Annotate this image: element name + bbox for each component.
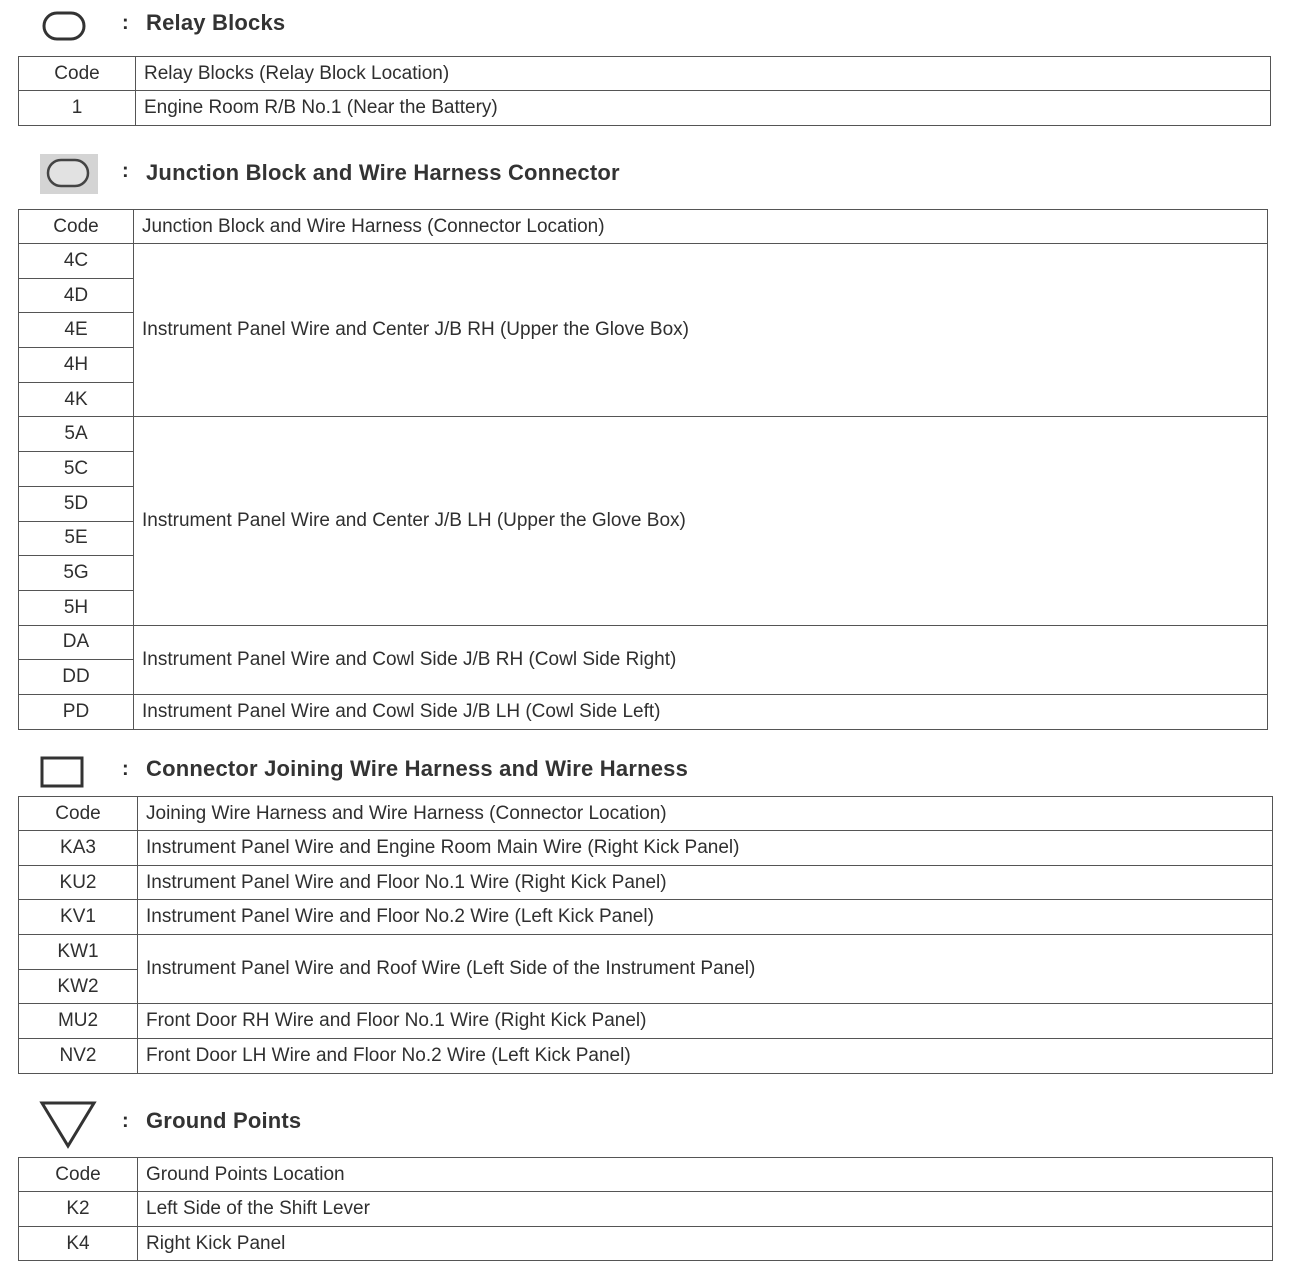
row-description: Right Kick Panel <box>138 1226 1273 1261</box>
connector-joining-table <box>18 796 1273 1074</box>
row-description: Instrument Panel Wire and Floor No.2 Wire (Left Kick Panel) <box>138 900 1273 935</box>
junction-block-heading <box>0 152 1312 192</box>
ground-points-heading <box>0 1098 1312 1138</box>
table-row <box>19 1192 1273 1227</box>
row-code: DD <box>19 660 134 695</box>
row-description: Instrument Panel Wire and Cowl Side J/B RH (Cowl Side Right) <box>134 625 1268 694</box>
row-code: 4D <box>19 278 134 313</box>
column-header-location: Joining Wire Harness and Wire Harness (Connector Location) <box>138 797 1273 831</box>
down-triangle-icon <box>38 1098 100 1150</box>
row-code: 5A <box>19 417 134 452</box>
row-code: 4E <box>19 313 134 348</box>
row-description: Front Door LH Wire and Floor No.2 Wire (Left Kick Panel) <box>138 1039 1273 1074</box>
section-title: Ground Points <box>146 1108 302 1133</box>
rounded-rect-outline-icon <box>40 6 90 44</box>
row-description: Instrument Panel Wire and Cowl Side J/B LH (Cowl Side Left) <box>134 694 1268 729</box>
table-header-row <box>19 57 1271 91</box>
heading-colon: : <box>122 1110 129 1132</box>
heading-colon: : <box>122 160 129 182</box>
row-code: KA3 <box>19 831 138 866</box>
row-code: DA <box>19 625 134 660</box>
row-code: 4C <box>19 244 134 279</box>
row-code: K4 <box>19 1226 138 1261</box>
section-title: Junction Block and Wire Harness Connector <box>146 160 620 185</box>
row-code: MU2 <box>19 1004 138 1039</box>
column-header-code: Code <box>19 57 136 91</box>
row-code: NV2 <box>19 1039 138 1074</box>
section-title: Connector Joining Wire Harness and Wire Harness <box>146 756 689 781</box>
table-row <box>19 1226 1273 1261</box>
row-code: KW2 <box>19 969 138 1004</box>
relay-blocks-heading <box>0 4 1312 44</box>
row-description: Instrument Panel Wire and Engine Room Main Wire (Right Kick Panel) <box>138 831 1273 866</box>
table-row <box>19 417 1268 452</box>
table-row <box>19 694 1268 729</box>
relay-blocks-table <box>18 56 1271 126</box>
rounded-rect-shaded-icon <box>38 152 100 196</box>
row-code: 1 <box>19 91 136 126</box>
table-row <box>19 91 1271 126</box>
row-code: 4K <box>19 382 134 417</box>
table-row <box>19 1004 1273 1039</box>
row-code: 5C <box>19 452 134 487</box>
row-description: Instrument Panel Wire and Center J/B RH (Upper the Glove Box) <box>134 244 1268 417</box>
row-description: Front Door RH Wire and Floor No.1 Wire (Right Kick Panel) <box>138 1004 1273 1039</box>
section-title: Relay Blocks <box>146 10 286 35</box>
column-header-location: Ground Points Location <box>138 1158 1273 1192</box>
table-row <box>19 935 1273 970</box>
ground-points-table <box>18 1157 1273 1261</box>
row-description: Instrument Panel Wire and Center J/B LH (Upper the Glove Box) <box>134 417 1268 625</box>
heading-colon: : <box>122 758 129 780</box>
row-code: 5H <box>19 590 134 625</box>
row-description: Instrument Panel Wire and Floor No.1 Wire (Right Kick Panel) <box>138 865 1273 900</box>
row-code: K2 <box>19 1192 138 1227</box>
row-description: Engine Room R/B No.1 (Near the Battery) <box>136 91 1271 126</box>
table-header-row <box>19 1158 1273 1192</box>
column-header-code: Code <box>19 210 134 244</box>
row-code: KW1 <box>19 935 138 970</box>
table-row <box>19 625 1268 660</box>
heading-colon: : <box>122 12 129 34</box>
row-description: Left Side of the Shift Lever <box>138 1192 1273 1227</box>
table-row <box>19 900 1273 935</box>
row-code: KU2 <box>19 865 138 900</box>
junction-block-table <box>18 209 1268 730</box>
column-header-location: Relay Blocks (Relay Block Location) <box>136 57 1271 91</box>
row-description: Instrument Panel Wire and Roof Wire (Left Side of the Instrument Panel) <box>138 935 1273 1004</box>
table-row <box>19 244 1268 279</box>
table-row <box>19 865 1273 900</box>
column-header-code: Code <box>19 797 138 831</box>
column-header-location: Junction Block and Wire Harness (Connector Location) <box>134 210 1268 244</box>
row-code: 5E <box>19 521 134 556</box>
connector-joining-heading <box>0 750 1312 790</box>
table-row <box>19 831 1273 866</box>
row-code: 5G <box>19 556 134 591</box>
row-code: 4H <box>19 348 134 383</box>
rectangle-outline-icon <box>38 752 88 792</box>
column-header-code: Code <box>19 1158 138 1192</box>
table-row <box>19 1039 1273 1074</box>
row-code: KV1 <box>19 900 138 935</box>
table-header-row <box>19 210 1268 244</box>
table-header-row <box>19 797 1273 831</box>
row-code: PD <box>19 694 134 729</box>
row-code: 5D <box>19 486 134 521</box>
